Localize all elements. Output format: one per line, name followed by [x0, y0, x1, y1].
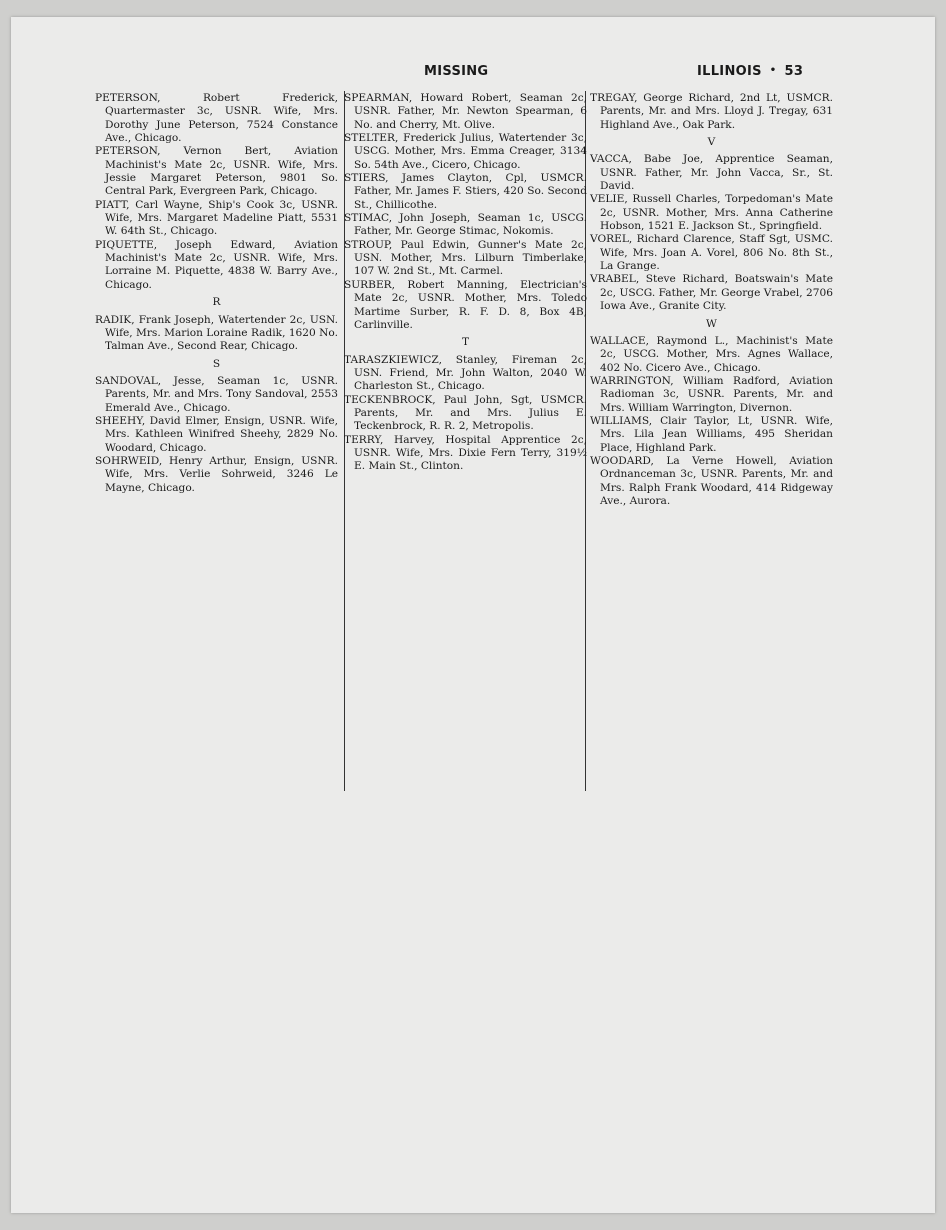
roster-entry: VRABEL, Steve Richard, Boatswain's Mate 2c, USCG. Father, Mr. George Vrabel, 2706 Iowa Ave., Granite City.: [590, 273, 833, 313]
column-3: [590, 92, 833, 508]
roster-entry: SHEEHY, David Elmer, Ensign, USNR. Wife, Mrs. Kathleen Winifred Sheehy, 2829 No. Woodard, Chicago.: [95, 414, 338, 454]
roster-entry: TARASZKIEWICZ, Stanley, Fireman 2c, USN. Friend, Mr. John Walton, 2040 W. Charleston St., Chicago.: [344, 353, 587, 393]
roster-entry: STROUP, Paul Edwin, Gunner's Mate 2c, USN. Mother, Mrs. Lilburn Timberlake, 107 W. 2nd St., Mt. Carmel.: [344, 238, 587, 278]
roster-entry: PIATT, Carl Wayne, Ship's Cook 3c, USNR. Wife, Mrs. Margaret Madeline Piatt, 5531 W. 64th St., Chicago.: [95, 198, 338, 238]
roster-entry: TREGAY, George Richard, 2nd Lt, USMCR. Parents, Mr. and Mrs. Lloyd J. Tregay, 631 Highland Ave., Oak Park.: [590, 92, 833, 131]
column-2: [344, 92, 587, 474]
roster-entry: WILLIAMS, Clair Taylor, Lt, USNR. Wife, Mrs. Lila Jean Williams, 495 Sheridan Place, Highland Park.: [590, 414, 833, 454]
roster-entry: PIQUETTE, Joseph Edward, Aviation Machinist's Mate 2c, USNR. Wife, Mrs. Lorraine M. Piquette, 4838 W. Barry Ave., Chicago.: [95, 238, 338, 291]
roster-entry: STIERS, James Clayton, Cpl, USMCR. Father, Mr. James F. Stiers, 420 So. Second St., Chillicothe.: [344, 172, 587, 211]
roster-entry: TECKENBROCK, Paul John, Sgt, USMCR. Parents, Mr. and Mrs. Julius E. Teckenbrock, R. R. 2, Metropolis.: [344, 393, 587, 433]
roster-entry: WOODARD, La Verne Howell, Aviation Ordnanceman 3c, USNR. Parents, Mr. and Mrs. Ralph Frank Woodard, 414 Ridgeway Ave., Aurora.: [590, 454, 833, 507]
roster-entry: WALLACE, Raymond L., Machinist's Mate 2c, USCG. Mother, Mrs. Agnes Wallace, 402 No. Cicero Ave., Chicago.: [590, 334, 833, 374]
roster-entry: RADIK, Frank Joseph, Watertender 2c, USN. Wife, Mrs. Marion Loraine Radik, 1620 No. Talman Ave., Second Rear, Chicago.: [95, 313, 338, 353]
page-number: 53: [784, 64, 804, 79]
roster-entry: SURBER, Robert Manning, Electrician's Mate 2c, USNR. Mother, Mrs. Toledo Martime Surber, R. F. D. 8, Box 4B, Carlinville.: [344, 278, 587, 331]
roster-entry: SOHRWEID, Henry Arthur, Ensign, USNR. Wife, Mrs. Verlie Sohrweid, 3246 Le Mayne, Chicago.: [95, 454, 338, 494]
roster-entry: PETERSON, Vernon Bert, Aviation Machinist's Mate 2c, USNR. Wife, Mrs. Jessie Margaret Peterson, 9801 So. Central Park, Evergreen Park, Chicago.: [95, 145, 338, 198]
roster-entry: SANDOVAL, Jesse, Seaman 1c, USNR. Parents, Mr. and Mrs. Tony Sandoval, 2553 Emerald Ave., Chicago.: [95, 374, 338, 414]
bullet-icon: •: [769, 65, 777, 76]
document-page: [11, 17, 935, 1213]
roster-entry: TERRY, Harvey, Hospital Apprentice 2c, USNR. Wife, Mrs. Dixie Fern Terry, 319½ E. Main St., Clinton.: [344, 433, 587, 473]
section-letter: W: [706, 317, 717, 330]
section-letter: R: [212, 296, 221, 309]
roster-entry: WARRINGTON, William Radford, Aviation Radioman 3c, USNR. Parents, Mr. and Mrs. William Warrington, Divernon.: [590, 374, 833, 414]
column-1: [95, 92, 338, 495]
roster-entry: PETERSON, Robert Frederick, Quartermaster 3c, USNR. Wife, Mrs. Dorothy June Peterson, 7524 Constance Ave., Chicago.: [95, 92, 338, 145]
section-letter: V: [707, 136, 716, 149]
roster-entry: STELTER, Frederick Julius, Watertender 3c, USCG. Mother, Mrs. Emma Creager, 3134 So. 54th Ave., Cicero, Chicago.: [344, 132, 587, 171]
page-header-state: ILLINOIS: [697, 64, 762, 79]
page-header-right: [697, 64, 803, 79]
section-letter: S: [212, 357, 221, 370]
section-letter: T: [461, 336, 470, 349]
page-header-section: MISSING: [424, 64, 489, 79]
roster-entry: VOREL, Richard Clarence, Staff Sgt, USMC. Wife, Mrs. Joan A. Vorel, 806 No. 8th St., La Grange.: [590, 233, 833, 273]
roster-entry: VACCA, Babe Joe, Apprentice Seaman, USNR. Father, Mr. John Vacca, Sr., St. David.: [590, 153, 833, 193]
roster-entry: SPEARMAN, Howard Robert, Seaman 2c, USNR. Father, Mr. Newton Spearman, 6 No. and Cherry, Mt. Olive.: [344, 92, 587, 131]
roster-entry: STIMAC, John Joseph, Seaman 1c, USCG. Father, Mr. George Stimac, Nokomis.: [344, 212, 587, 238]
roster-entry: VELIE, Russell Charles, Torpedoman's Mate 2c, USNR. Mother, Mrs. Anna Catherine Hobson, 1521 E. Jackson St., Springfield.: [590, 193, 833, 233]
